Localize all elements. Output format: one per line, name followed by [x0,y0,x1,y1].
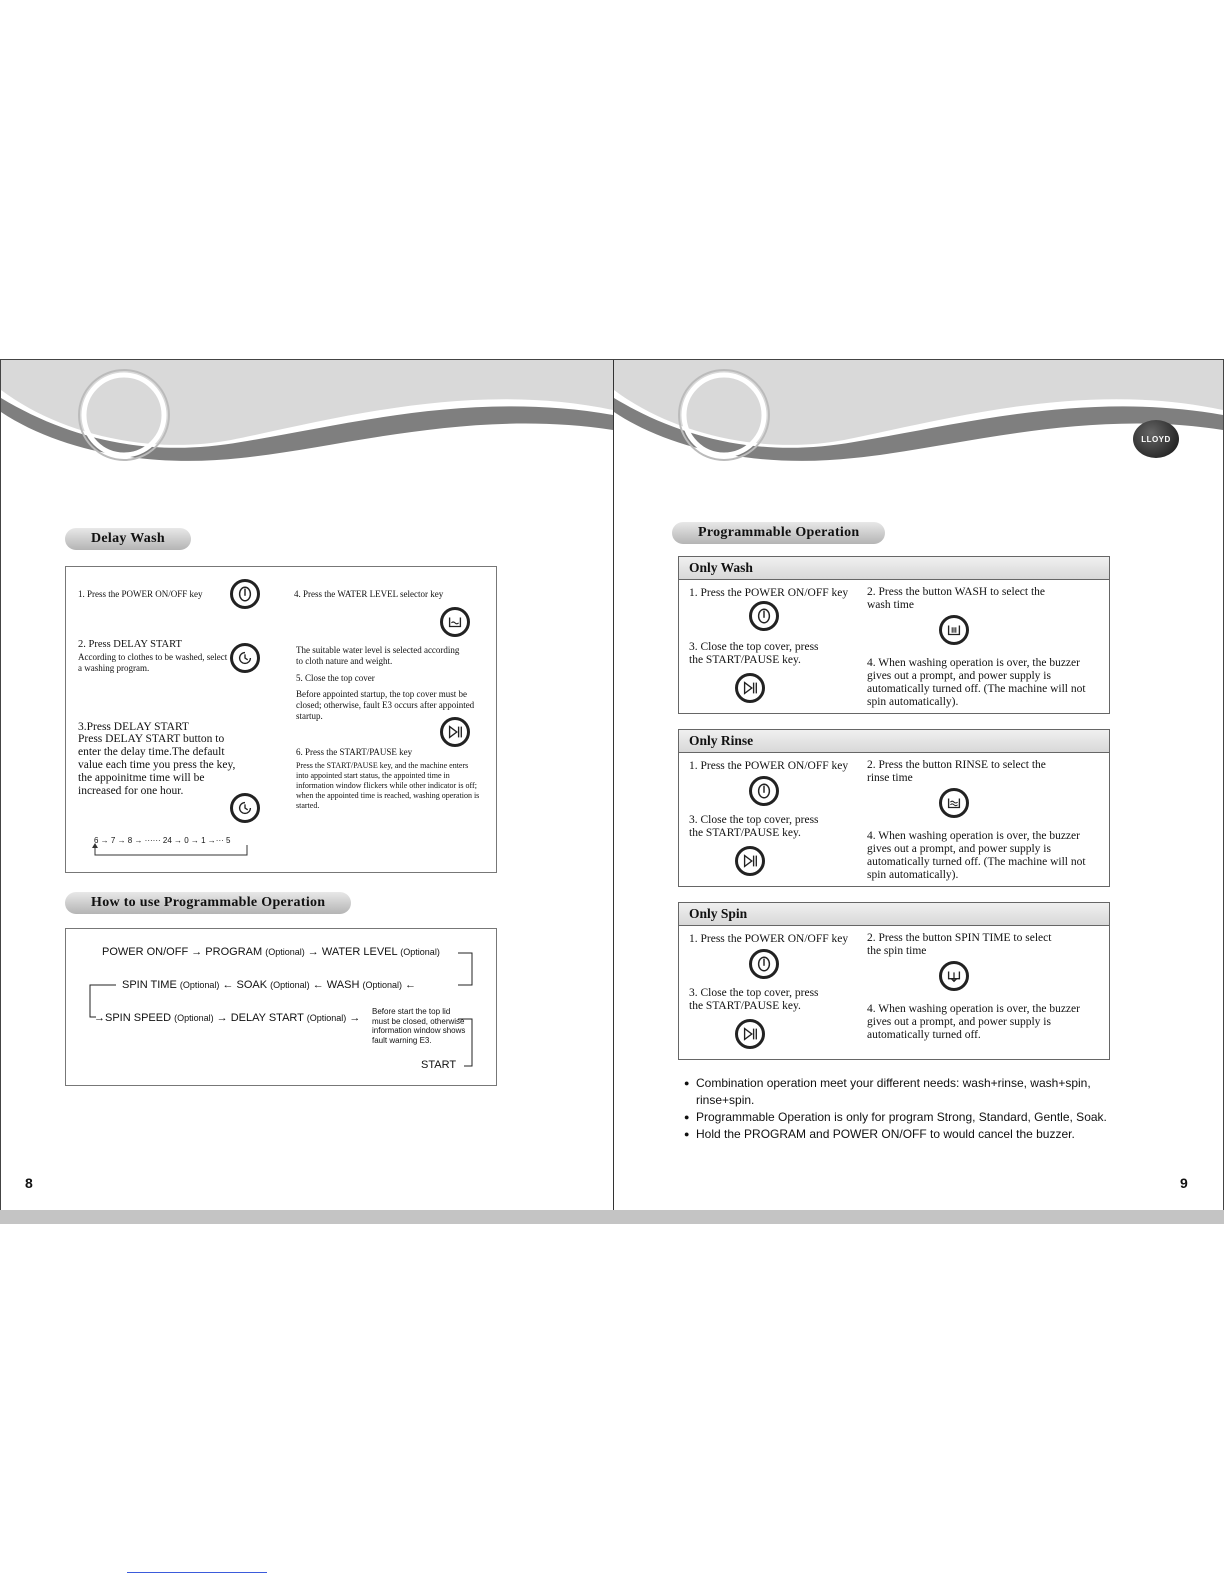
only-spin-section [678,902,1110,1060]
delay-sequence-loop [92,843,252,859]
flow-soak: SOAK [236,979,268,991]
delay-step-6-note: Press the START/PAUSE key, and the machine enters into appointed start status, the appointed time in information window flickers while other indicator is off; when the appointed time is reached, washing operation is started. [296,761,480,810]
lloyd-logo: LLOYD [1133,420,1179,458]
flow-row-1: POWER ON/OFF → PROGRAM (Optional) → WATER LEVEL (Optional) [102,946,440,958]
flow-start: START [421,1059,457,1071]
wash-step-1: 1. Press the POWER ON/OFF key [689,587,849,599]
howto-flow-box [65,928,497,1086]
only-rinse-section [678,729,1110,887]
delay-step-6: 6. Press the START/PAUSE key [296,747,413,757]
flow-opt: (Optional) [179,980,220,990]
section-heading: Only Wash [679,557,1109,580]
manual-spread [0,359,1224,1211]
delay-step-4-note: The suitable water level is selected according to cloth nature and weight. [296,645,460,666]
section-heading: Only Rinse [679,730,1109,753]
start-pause-icon [735,673,765,703]
flow-opt: (Optional) [174,1013,214,1023]
power-icon [749,949,779,979]
power-icon [749,601,779,631]
delay-step-5-note: Before appointed startup, the top cover must be closed; otherwise, fault E3 occurs after appointed startup. [296,689,475,721]
spin-step-4: 4. When washing operation is over, the buzzer gives out a prompt, and power supply is automatically turned off. [867,1003,1080,1041]
flow-water-level: WATER LEVEL [321,946,398,958]
section-heading: Only Spin [679,903,1109,926]
water-level-icon [440,607,470,637]
delay-step-5: 5. Close the top cover [296,673,375,683]
power-icon [749,776,779,806]
delay-step-3-body: Press DELAY START button to enter the delay time.The default value each time you press the key, the appoinitme time will be increased for one hour. [78,733,236,797]
rinse-step-1: 1. Press the POWER ON/OFF key [689,760,849,772]
wash-icon [939,615,969,645]
flow-spin-speed: SPIN SPEED [105,1012,172,1024]
flow-lid-note: Before start the top lid must be closed, otherwise information window shows fault warning E3. [372,1007,466,1045]
header-wave [614,360,1223,470]
programmable-title: Programmable Operation [672,522,885,544]
page-9 [614,360,1223,1210]
rinse-icon [939,788,969,818]
link-underline [127,1572,267,1573]
howto-title: How to use Programmable Operation [65,892,351,914]
delay-step-2-body: According to clothes to be washed, select a washing program. [78,652,228,673]
delay-start-icon [230,793,260,823]
flow-opt: (Optional) [400,947,440,957]
page-number: 8 [25,1175,33,1191]
header-wave [1,360,613,470]
delay-step-2-title: 2. Press DELAY START [78,639,182,650]
wash-step-2: 2. Press the button WASH to select the wash time [867,586,1046,611]
flow-row-3: →SPIN SPEED (Optional) → DELAY START (Optional) → [94,1012,361,1024]
notes-list [684,1075,1134,1143]
spin-step-3: 3. Close the top cover, press the START/PAUSE key. [689,987,819,1012]
delay-wash-box [65,566,497,873]
flow-opt: (Optional) [362,980,402,990]
delay-start-icon [230,643,260,673]
spin-step-1: 1. Press the POWER ON/OFF key [689,933,849,945]
note-item: ● Hold the PROGRAM and POWER ON/OFF to would cancel the buzzer. [684,1126,1134,1143]
footer-bar [0,1210,1224,1224]
page-8 [1,360,614,1210]
flow-program: PROGRAM [205,946,263,958]
page-number: 9 [1180,1175,1188,1191]
wash-step-4: 4. When washing operation is over, the buzzer gives out a prompt, and power supply is automatically turned off. (The machine will not spin automatically). [867,657,1086,708]
rinse-step-4: 4. When washing operation is over, the buzzer gives out a prompt, and power supply is automatically turned off. (The machine will not spin automatically). [867,830,1086,881]
flow-opt: (Optional) [265,947,305,957]
flow-row-2: SPIN TIME (Optional) ← SOAK (Optional) ← WASH (Optional) ← [122,979,417,991]
start-pause-icon [440,717,470,747]
flow-power: POWER ON/OFF [102,946,189,958]
rinse-step-2: 2. Press the button RINSE to select the rinse time [867,759,1046,784]
delay-sequence: 6 → 7 → 8 → ······ 24 → 0 → 1 →··· 5 [94,836,231,845]
delay-step-3-title: 3.Press DELAY START [78,721,189,733]
flow-spin-time: SPIN TIME [122,979,177,991]
note-item: ● Combination operation meet your different needs: wash+rinse, wash+spin, rinse+spin. [684,1075,1134,1109]
delay-wash-title: Delay Wash [65,528,191,550]
wash-step-3: 3. Close the top cover, press the START/PAUSE key. [689,641,819,666]
start-pause-icon [735,1019,765,1049]
note-item: ● Programmable Operation is only for program Strong, Standard, Gentle, Soak. [684,1109,1134,1126]
delay-step-1: 1. Press the POWER ON/OFF key [78,589,203,599]
rinse-step-3: 3. Close the top cover, press the START/PAUSE key. [689,814,819,839]
spin-icon [939,961,969,991]
flow-opt: (Optional) [270,980,310,990]
start-pause-icon [735,846,765,876]
flow-wash: WASH [326,979,360,991]
flow-connectors [66,929,496,1085]
flow-delay-start: DELAY START [230,1012,304,1024]
power-icon [230,579,260,609]
spin-step-2: 2. Press the button SPIN TIME to select the spin time [867,932,1052,957]
only-wash-section [678,556,1110,714]
delay-step-4: 4. Press the WATER LEVEL selector key [294,589,444,599]
flow-opt: (Optional) [306,1013,347,1023]
